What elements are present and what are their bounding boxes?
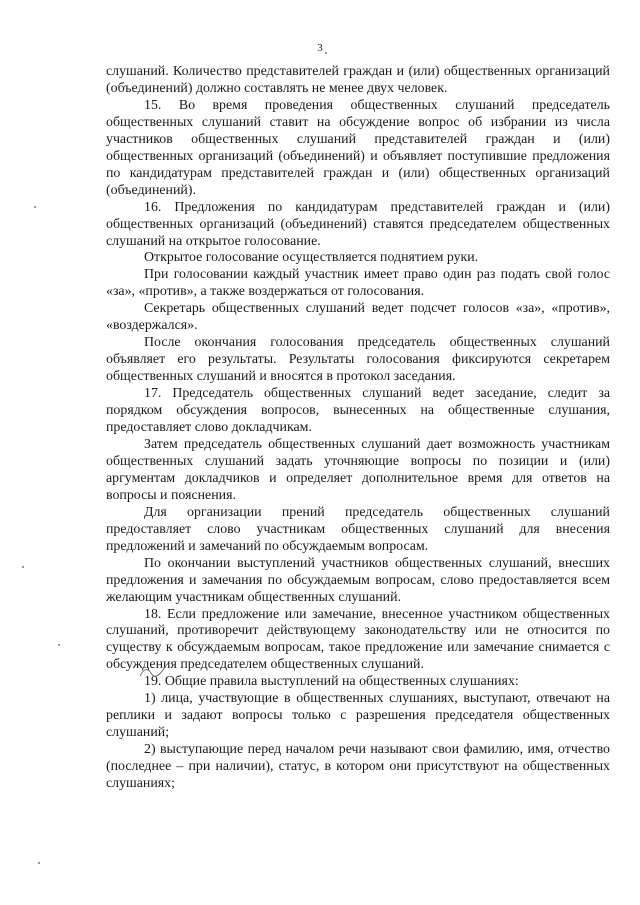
page-number: 3 — [317, 42, 323, 54]
paragraph-item-18: 18. Если предложение или замечание, внесенное участником общественных слушаний, противоречит действующему законодательству или не относится по существу к обсуждаемым вопросам, такое предложение или замечание снимается с обсуждения председателем общественных слушаний. — [106, 606, 610, 673]
scan-speck — [22, 566, 24, 568]
scan-speck — [38, 862, 40, 864]
paragraph-rule-1: 1) лица, участвующие в общественных слушаниях, выступают, отвечают на реплики и задают вопросы только с разрешения председателя общественных слушаний; — [106, 691, 610, 741]
scan-speck — [325, 52, 327, 54]
document-body — [106, 64, 610, 793]
paragraph-clarifying-questions: Затем председатель общественных слушаний дает возможность участникам общественных слушаний задать уточняющие вопросы по позиции и (или) аргументам докладчиков и определяет дополнительное время для ответов на вопросы и пояснения. — [106, 436, 610, 503]
paragraph-item-15: 15. Во время проведения общественных слушаний председатель общественных слушаний ставит на обсуждение вопрос об избрании из числа участников общественных слушаний представителей граждан и (или) общественных организаций (объединений) и объявляет поступившие предложения по кандидатурам представителей граждан и (или) общественных организаций (объединений). — [106, 97, 610, 198]
pen-mark — [138, 664, 168, 680]
paragraph-open-voting: Открытое голосование осуществляется поднятием руки. — [144, 250, 479, 266]
scan-speck — [58, 644, 60, 646]
paragraph-open-floor: По окончании выступлений участников общественных слушаний, внесших предложения и замечания по обсуждаемым вопросам, слово предоставляется всем желающим участникам общественных слушаний. — [106, 555, 610, 605]
paragraph-debates: Для организации прений председатель общественных слушаний предоставляет слово участникам общественных слушаний для внесения предложений и замечаний по обсуждаемым вопросам. — [106, 504, 610, 554]
paragraph-item-19: 19. Общие правила выступлений на общественных слушаниях: — [144, 674, 519, 690]
paragraph-voting-results: После окончания голосования председатель общественных слушаний объявляет его результаты. Результаты голосования фиксируются секретарем общественных слушаний и вносятся в протокол заседания. — [106, 335, 610, 385]
scan-speck — [34, 206, 36, 208]
paragraph-voting-right: При голосовании каждый участник имеет право один раз подать свой голос «за», «против», а также воздержаться от голосования. — [106, 267, 610, 300]
paragraph-item-17: 17. Председатель общественных слушаний ведет заседание, следит за порядком обсуждения вопросов, вынесенных на общественные слушания, предоставляет слово докладчикам. — [106, 386, 610, 436]
paragraph-continuation: слушаний. Количество представителей граждан и (или) общественных организаций (объединений) должно составлять не менее двух человек. — [106, 64, 610, 96]
paragraph-item-16: 16. Предложения по кандидатурам представителей граждан и (или) общественных организаций (объединений) ставятся председателем общественных слушаний на открытое голосование. — [106, 199, 610, 249]
paragraph-rule-2: 2) выступающие перед началом речи называют свои фамилию, имя, отчество (последнее – при наличии), статус, в котором они присутствуют на общественных слушаниях; — [106, 742, 610, 792]
paragraph-secretary-count: Секретарь общественных слушаний ведет подсчет голосов «за», «против», «воздержался». — [106, 301, 610, 334]
